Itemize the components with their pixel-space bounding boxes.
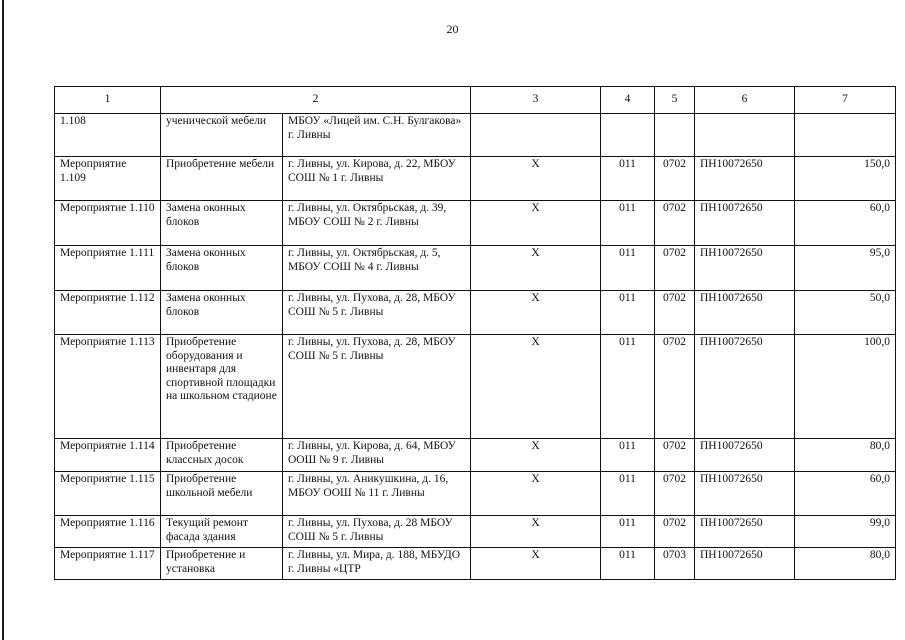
target-code: ПН10072650 xyxy=(695,201,795,246)
table-row xyxy=(55,548,896,580)
column-3-mark: Х xyxy=(471,548,601,580)
target-code: ПН10072650 xyxy=(695,472,795,516)
event-number: Мероприятие 1.117 xyxy=(55,548,161,580)
event-number: Мероприятие 1.116 xyxy=(55,516,161,548)
event-address: г. Ливны, ул. Кирова, д. 64, МБОУ ООШ № 9 г. Ливны xyxy=(283,439,471,472)
event-number: 1.108 xyxy=(55,114,161,157)
event-name: Приобретение оборудования и инвентаря для спортивной площадки на школьном стадионе xyxy=(161,335,283,439)
table-row xyxy=(55,291,896,335)
amount: 95,0 xyxy=(795,246,896,291)
event-name: Текущий ремонт фасада здания xyxy=(161,516,283,548)
admin-code: 011 xyxy=(601,201,655,246)
section-code: 0703 xyxy=(655,548,695,580)
admin-code: 011 xyxy=(601,157,655,201)
table-row xyxy=(55,157,896,201)
column-3-mark: Х xyxy=(471,516,601,548)
event-address: г. Ливны, ул. Пухова, д. 28 МБОУ СОШ № 5 г. Ливны xyxy=(283,516,471,548)
target-code: ПН10072650 xyxy=(695,246,795,291)
admin-code: 011 xyxy=(601,548,655,580)
header-cell: 4 xyxy=(601,87,655,114)
target-code: ПН10072650 xyxy=(695,291,795,335)
event-name: Приобретение мебели xyxy=(161,157,283,201)
amount: 100,0 xyxy=(795,335,896,439)
column-3-mark: Х xyxy=(471,335,601,439)
column-3-mark: Х xyxy=(471,439,601,472)
target-code: ПН10072650 xyxy=(695,516,795,548)
column-3-mark: Х xyxy=(471,157,601,201)
target-code xyxy=(695,114,795,157)
table-row xyxy=(55,439,896,472)
event-name: Приобретение и установка xyxy=(161,548,283,580)
target-code: ПН10072650 xyxy=(695,548,795,580)
table-row xyxy=(55,114,896,157)
event-address: МБОУ «Лицей им. С.Н. Булгакова» г. Ливны xyxy=(283,114,471,157)
event-name: ученической мебели xyxy=(161,114,283,157)
event-number: Мероприятие 1.113 xyxy=(55,335,161,439)
event-address: г. Ливны, ул. Октябрьская, д. 39, МБОУ СОШ № 2 г. Ливны xyxy=(283,201,471,246)
section-code: 0702 xyxy=(655,335,695,439)
amount: 150,0 xyxy=(795,157,896,201)
target-code: ПН10072650 xyxy=(695,157,795,201)
admin-code: 011 xyxy=(601,516,655,548)
event-name: Приобретение школьной мебели xyxy=(161,472,283,516)
event-address: г. Ливны, ул. Аникушкина, д. 16, МБОУ ООШ № 11 г. Ливны xyxy=(283,472,471,516)
event-address: г. Ливны, ул. Октябрьская, д. 5, МБОУ СОШ № 4 г. Ливны xyxy=(283,246,471,291)
event-number: Мероприятие 1.112 xyxy=(55,291,161,335)
header-cell: 3 xyxy=(471,87,601,114)
amount: 80,0 xyxy=(795,439,896,472)
amount: 50,0 xyxy=(795,291,896,335)
event-number: Мероприятие 1.111 xyxy=(55,246,161,291)
table-row xyxy=(55,201,896,246)
header-cell: 6 xyxy=(695,87,795,114)
section-code: 0702 xyxy=(655,157,695,201)
admin-code xyxy=(601,114,655,157)
column-3-mark: Х xyxy=(471,472,601,516)
event-number: Мероприятие 1.115 xyxy=(55,472,161,516)
page-number: 20 xyxy=(446,22,459,36)
event-number: Мероприятие 1.114 xyxy=(55,439,161,472)
section-code xyxy=(655,114,695,157)
section-code: 0702 xyxy=(655,201,695,246)
event-address: г. Ливны, ул. Кирова, д. 22, МБОУ СОШ № 1 г. Ливны xyxy=(283,157,471,201)
amount: 60,0 xyxy=(795,201,896,246)
column-3-mark: Х xyxy=(471,291,601,335)
section-code: 0702 xyxy=(655,516,695,548)
event-number: Мероприятие 1.109 xyxy=(55,157,161,201)
column-3-mark xyxy=(471,114,601,157)
admin-code: 011 xyxy=(601,439,655,472)
section-code: 0702 xyxy=(655,291,695,335)
target-code: ПН10072650 xyxy=(695,335,795,439)
section-code: 0702 xyxy=(655,439,695,472)
amount: 99,0 xyxy=(795,516,896,548)
event-name: Замена оконных блоков xyxy=(161,246,283,291)
column-3-mark: Х xyxy=(471,201,601,246)
section-code: 0702 xyxy=(655,472,695,516)
event-number: Мероприятие 1.110 xyxy=(55,201,161,246)
table-row xyxy=(55,335,896,439)
event-name: Приобретение классных досок xyxy=(161,439,283,472)
admin-code: 011 xyxy=(601,472,655,516)
event-name: Замена оконных блоков xyxy=(161,291,283,335)
section-code: 0702 xyxy=(655,246,695,291)
header-cell: 7 xyxy=(795,87,896,114)
event-address: г. Ливны, ул. Мира, д. 188, МБУДО г. Ливны «ЦТР xyxy=(283,548,471,580)
event-name: Замена оконных блоков xyxy=(161,201,283,246)
admin-code: 011 xyxy=(601,335,655,439)
table-row xyxy=(55,472,896,516)
admin-code: 011 xyxy=(601,291,655,335)
amount: 80,0 xyxy=(795,548,896,580)
admin-code: 011 xyxy=(601,246,655,291)
amount: 60,0 xyxy=(795,472,896,516)
event-address: г. Ливны, ул. Пухова, д. 28, МБОУ СОШ № 5 г. Ливны xyxy=(283,291,471,335)
event-address: г. Ливны, ул. Пухова, д. 28, МБОУ СОШ № 5 г. Ливны xyxy=(283,335,471,439)
column-3-mark: Х xyxy=(471,246,601,291)
amount xyxy=(795,114,896,157)
header-cell: 5 xyxy=(655,87,695,114)
target-code: ПН10072650 xyxy=(695,439,795,472)
header-cell: 2 xyxy=(161,87,471,114)
budget-table xyxy=(54,86,896,580)
header-cell: 1 xyxy=(55,87,161,114)
table-header-row xyxy=(55,87,896,114)
table-row xyxy=(55,516,896,548)
page-edge-line xyxy=(2,0,4,640)
table-row xyxy=(55,246,896,291)
